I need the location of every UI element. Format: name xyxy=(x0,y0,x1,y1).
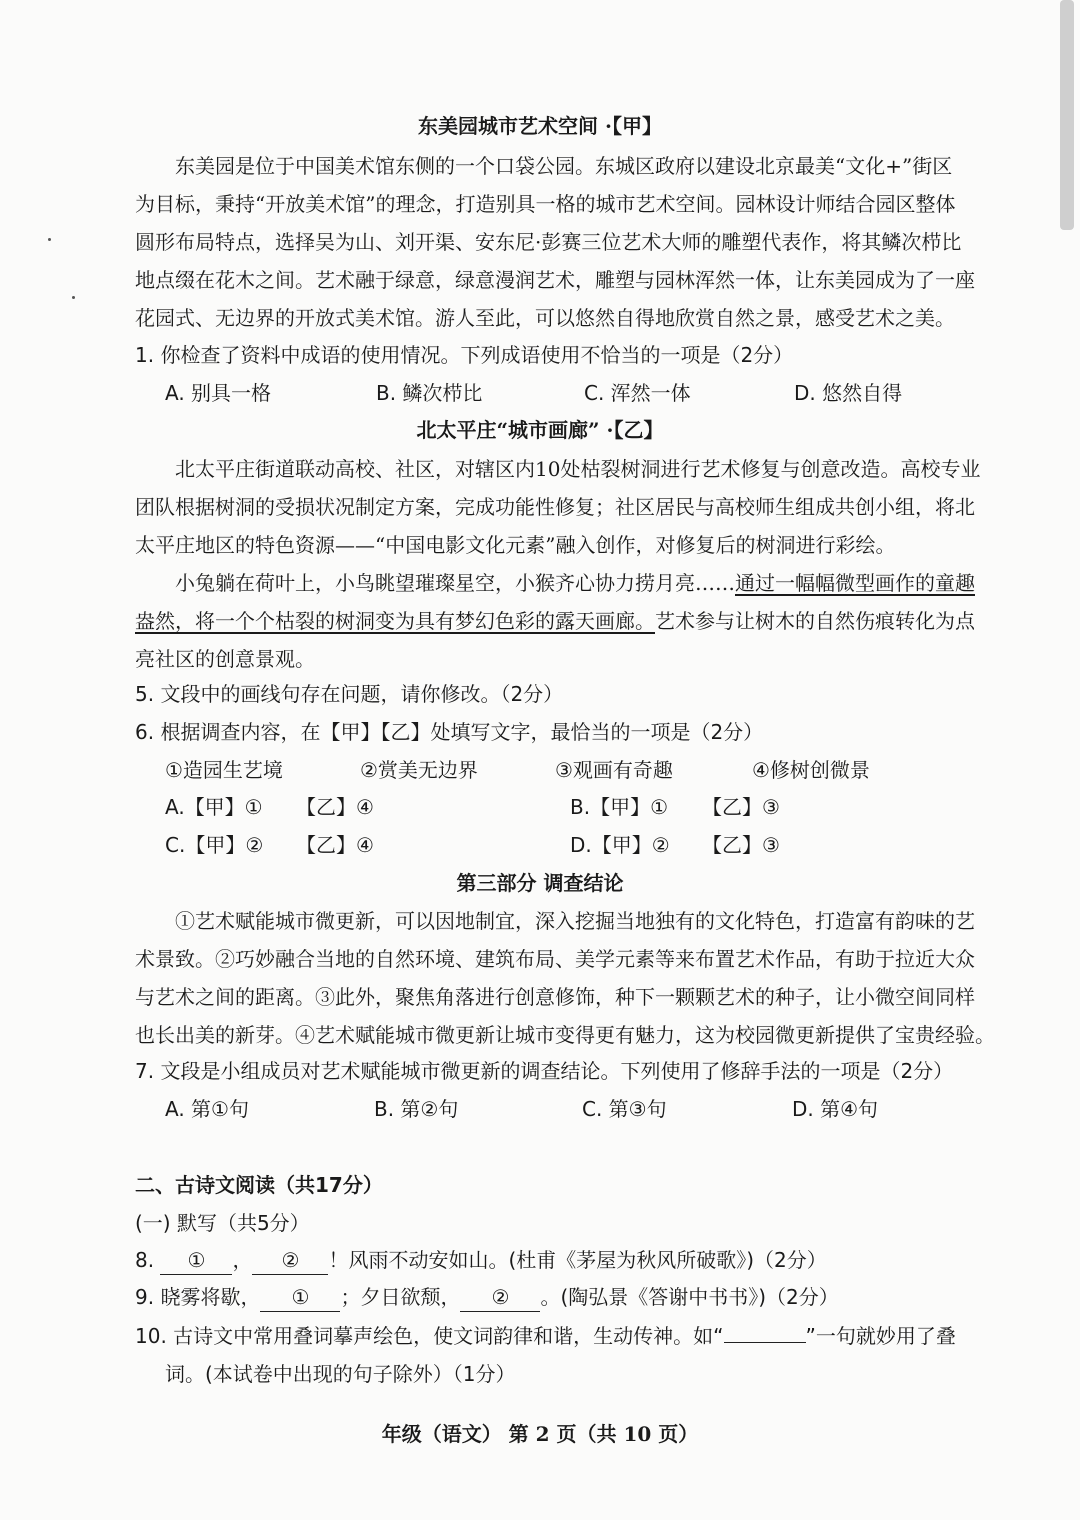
passage-a-title: 东美园城市艺术空间 ·【甲】 xyxy=(418,114,662,138)
q6-choice-3: ③观画有奇趣 xyxy=(555,758,673,782)
underlined-sentence-part-1: 通过一幅幅微型画作的童趣 xyxy=(735,571,975,595)
q6-option-a: A.【甲】① xyxy=(165,795,263,819)
q6-option-c: C.【甲】② xyxy=(165,833,264,857)
q7-option-a: A. 第①句 xyxy=(165,1097,249,1121)
part-3-line: 也长出美的新芽。④艺术赋能城市微更新让城市变得更有魅力，这为校园微更新提供了宝贵经验。 xyxy=(135,1023,995,1047)
part-3-line: 与艺术之间的距离。③此外，聚焦角落进行创意修饰，种下一颗颗艺术的种子，让小微空间同样 xyxy=(135,985,975,1009)
passage-b-line-4-lead: 小兔躺在荷叶上，小鸟眺望璀璨星空，小猴齐心协力捞月亮…… xyxy=(175,571,735,595)
q10-tail: ”一句就妙用了叠 xyxy=(805,1324,956,1348)
q6-option-d: D.【甲】② xyxy=(570,833,670,857)
question-10-line-2: 词。(本试卷中出现的句子除外）（1分） xyxy=(165,1362,516,1386)
scan-speck xyxy=(48,238,51,241)
q7-option-c: C. 第③句 xyxy=(582,1097,667,1121)
q1-option-d: D. 悠然自得 xyxy=(794,381,903,405)
question-6-stem: 6. 根据调查内容，在【甲】【乙】处填写文字，最恰当的一项是（2分） xyxy=(135,720,764,744)
underlined-sentence-part-2: 盎然，将一个个枯裂的树洞变为具有梦幻色彩的露天画廊。 xyxy=(135,609,655,633)
question-5-stem: 5. 文段中的画线句存在问题，请你修改。（2分） xyxy=(135,682,564,706)
passage-a-line: 地点缀在花木之间。艺术融于绿意，绿意漫润艺术，雕塑与园林浑然一体，让东美园成为了一座 xyxy=(135,268,975,292)
q9-blank-1[interactable]: ① xyxy=(260,1283,340,1312)
q6-option-a-second: 【乙】④ xyxy=(296,795,374,819)
q10-lead: 10. 古诗文中常用叠词摹声绘色，使文词韵律和谐，生动传神。如“ xyxy=(135,1324,724,1348)
question-7-stem: 7. 文段是小组成员对艺术赋能城市微更新的调查结论。下列使用了修辞手法的一项是（2分） xyxy=(135,1059,954,1083)
section-2-subheading: (一) 默写（共5分） xyxy=(135,1211,310,1235)
question-1-stem: 1. 你检查了资料中成语的使用情况。下列成语使用不恰当的一项是（2分） xyxy=(135,343,794,367)
q10-blank[interactable] xyxy=(724,1342,806,1343)
q8-number: 8. xyxy=(135,1248,155,1272)
passage-b-line-5 xyxy=(135,607,975,635)
part-3-line: ①艺术赋能城市微更新，可以因地制宜，深入挖掘当地独有的文化特色，打造富有韵味的艺 xyxy=(175,909,975,933)
section-2-heading: 二、古诗文阅读（共17分） xyxy=(135,1173,383,1197)
passage-b-line: 北太平庄街道联动高校、社区，对辖区内10处枯裂树洞进行艺术修复与创意改造。高校专业 xyxy=(175,457,981,481)
q6-option-c-second: 【乙】④ xyxy=(296,833,374,857)
q9-mid: ；夕日欲颓， xyxy=(340,1285,461,1309)
passage-b-line-4 xyxy=(175,569,1015,597)
scan-speck xyxy=(72,296,75,299)
passage-b-line: 太平庄地区的特色资源——“中国电影文化元素”融入创作，对修复后的树洞进行彩绘。 xyxy=(135,533,896,557)
question-8 xyxy=(135,1246,827,1275)
passage-a-line: 花园式、无边界的开放式美术馆。游人至此，可以悠然自得地欣赏自然之景，感受艺术之美。 xyxy=(135,306,955,330)
question-9 xyxy=(135,1283,839,1312)
q8-tail: ！风雨不动安如山。(杜甫《茅屋为秋风所破歌》)（2分） xyxy=(328,1248,827,1272)
part-3-line: 术景致。②巧妙融合当地的自然环境、建筑布局、美学元素等来布置艺术作品，有助于拉近大众 xyxy=(135,947,975,971)
q7-option-d: D. 第④句 xyxy=(792,1097,879,1121)
q9-tail: 。(陶弘景《答谢中书书》)（2分） xyxy=(540,1285,839,1309)
q6-option-b: B.【甲】① xyxy=(570,795,669,819)
q1-option-a: A. 别具一格 xyxy=(165,381,272,405)
q9-blank-2[interactable]: ② xyxy=(460,1283,540,1312)
q6-choice-1: ①造园生艺境 xyxy=(165,758,283,782)
passage-a-line: 东美园是位于中国美术馆东侧的一个口袋公园。东城区政府以建设北京最美“文化+”街区 xyxy=(175,154,953,178)
passage-a-line: 圆形布局特点，选择吴为山、刘开渠、安东尼·彭赛三位艺术大师的雕塑代表作，将其鳞次栉比 xyxy=(135,230,962,254)
passage-b-title: 北太平庄“城市画廊” ·【乙】 xyxy=(416,418,664,442)
passage-b-line-6: 亮社区的创意景观。 xyxy=(135,647,315,671)
q1-option-c: C. 浑然一体 xyxy=(584,381,691,405)
question-10-line-1 xyxy=(135,1322,956,1350)
q6-choice-2: ②赏美无边界 xyxy=(360,758,478,782)
q8-blank-1[interactable]: ① xyxy=(160,1246,232,1275)
q6-option-b-second: 【乙】③ xyxy=(702,795,780,819)
page-footer: 年级（语文） 第 2 页（共 10 页） xyxy=(381,1422,699,1446)
passage-b-line-5-tail: 艺术参与让树木的自然伤痕转化为点 xyxy=(655,609,975,633)
passage-a-line: 为目标，秉持“开放美术馆”的理念，打造别具一格的城市艺术空间。园林设计师结合园区整体 xyxy=(135,192,956,216)
part-3-title: 第三部分 调查结论 xyxy=(456,871,624,895)
q7-option-b: B. 第②句 xyxy=(374,1097,459,1121)
q8-blank-2[interactable]: ② xyxy=(252,1246,328,1275)
q6-option-d-second: 【乙】③ xyxy=(702,833,780,857)
q6-choice-4: ④修树创微景 xyxy=(752,758,870,782)
q1-option-b: B. 鳞次栉比 xyxy=(376,381,483,405)
passage-b-line: 团队根据树洞的受损状况制定方案，完成功能性修复；社区居民与高校师生组成共创小组，将北 xyxy=(135,495,975,519)
q9-lead: 9. 晓雾将歇， xyxy=(135,1285,261,1309)
q8-separator: ， xyxy=(232,1248,253,1272)
